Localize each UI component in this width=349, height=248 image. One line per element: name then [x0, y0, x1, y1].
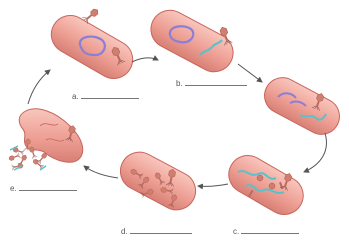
label-d: d.: [121, 226, 192, 237]
arrow-c-to-d: [198, 184, 228, 186]
arrow-d-to-e: [84, 166, 118, 178]
stage-replication-cell: [258, 71, 346, 140]
arrow-a-to-b: [132, 58, 158, 62]
stage-b-cell: [144, 4, 240, 79]
label-c: c.: [233, 226, 299, 237]
label-b: b.: [176, 78, 247, 89]
arrow-c1-to-c: [304, 133, 326, 172]
label-e: e.: [10, 183, 77, 194]
stage-a-cell: [44, 9, 139, 86]
stage-e-cell: [8, 109, 83, 170]
stage-c-cell: [222, 149, 310, 222]
stage-d-cell: [114, 145, 202, 216]
label-a: a.: [72, 91, 139, 102]
arrow-e-to-a: [28, 70, 50, 104]
